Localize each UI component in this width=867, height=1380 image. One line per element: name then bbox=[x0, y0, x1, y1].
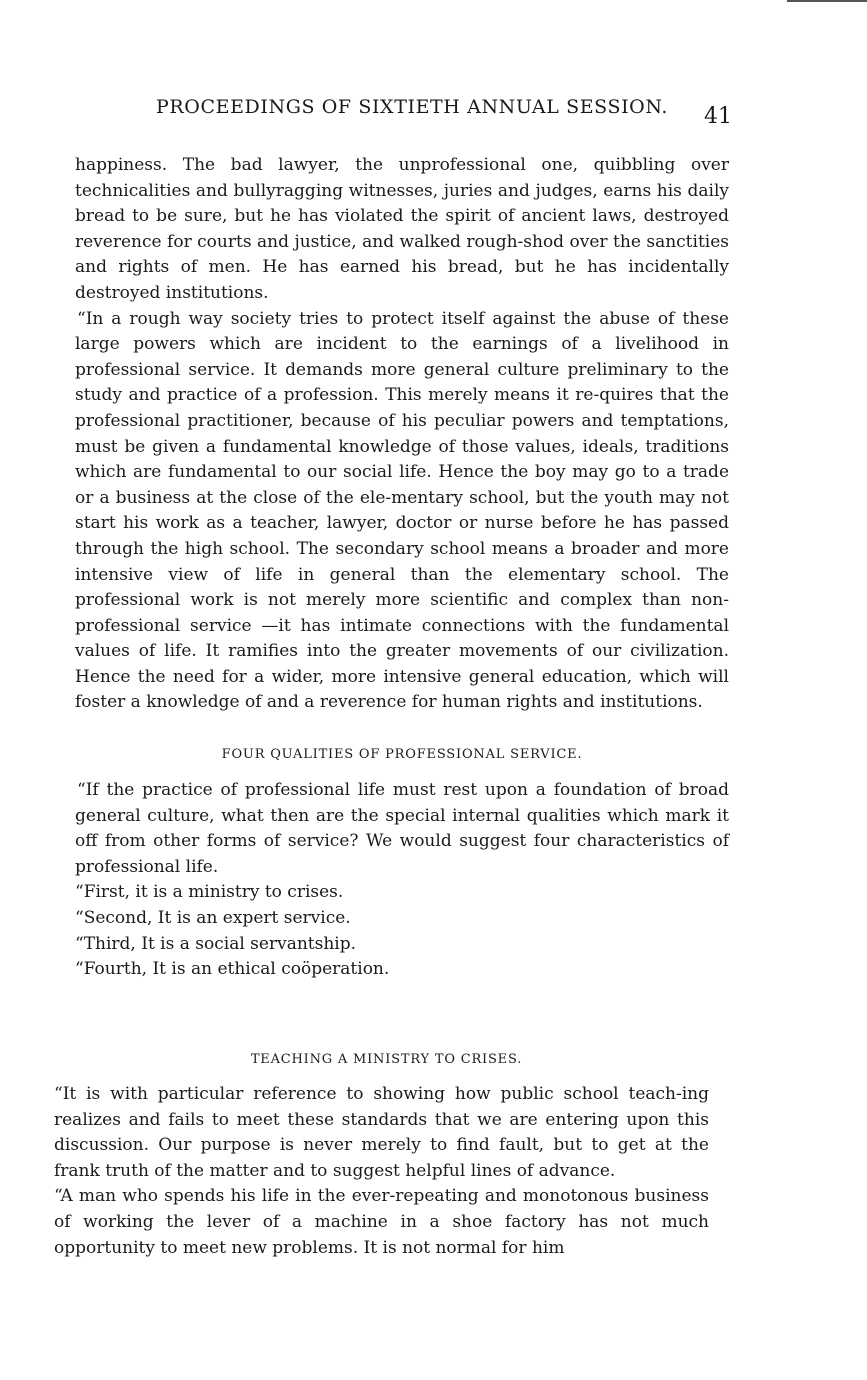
section-heading: FOUR QUALITIES OF PROFESSIONAL SERVICE. bbox=[221, 747, 583, 763]
page-number: 41 bbox=[704, 104, 732, 129]
body-text bbox=[75, 153, 729, 983]
list-item: “Second, It is an expert service. bbox=[75, 908, 351, 929]
list-item: “Third, It is a social servantship. bbox=[75, 933, 357, 954]
list-item: “First, it is a ministry to crises. bbox=[75, 882, 344, 903]
body-text-lower bbox=[54, 1082, 709, 1261]
section-heading: TEACHING A MINISTRY TO CRISES. bbox=[250, 1052, 523, 1067]
paragraph: “In a rough way society tries to protect itself against the abuse of these large powers which are incident to the earnings of a livelihood in professional service. It demands more general culture preliminary to the study and practice of a profession. This merely means it re-quires that the professional practitioner, because of his peculiar powers and temptations, must be given a fundamental knowledge of those values, ideals, traditions which are fundamental to our social life. Hence the boy may go to a trade or a business at the close of the ele-mentary school, but the youth may not start his work as a teacher, lawyer, doctor or nurse before he has passed through the high school. The secondary school means a broader and more intensive view of life in general than the elementary school. The professional work is not merely more scientific and complex than non-professional service —it has intimate connections with the fundamental values of life. It ramifies into the greater movements of our civilization. Hence the need for a wider, more intensive general education, which will foster a knowledge of and a reverence for human rights and institutions. bbox=[75, 308, 729, 713]
scan-edge-line bbox=[787, 0, 867, 2]
paragraph: “It is with particular reference to showing how public school teach-ing realizes and fails to meet these standards that we are entering upon this discussion. Our purpose is never merely to find fault, but to get at the frank truth of the matter and to suggest helpful lines of advance. bbox=[54, 1084, 709, 1181]
list-item: “Fourth, It is an ethical coöperation. bbox=[75, 959, 390, 980]
paragraph: happiness. The bad lawyer, the unprofessional one, quibbling over technicalities and bullyragging witnesses, juries and judges, earns his daily bread to be sure, but he has violated the spirit of ancient laws, destroyed reverence for courts and justice, and walked rough-shod over the sanctities and rights of men. He has earned his bread, but he has incidentally destroyed institutions. bbox=[75, 155, 729, 303]
running-head: PROCEEDINGS OF SIXTIETH ANNUAL SESSION. bbox=[156, 96, 669, 118]
paragraph: “A man who spends his life in the ever-repeating and monotonous business of working the lever of a machine in a shoe factory has not much opportunity to meet new problems. It is not normal for him bbox=[54, 1186, 709, 1258]
paragraph: “If the practice of professional life must rest upon a foundation of broad general culture, what then are the special internal qualities which mark it off from other forms of service? We would suggest four characteristics of professional life. bbox=[75, 780, 729, 877]
